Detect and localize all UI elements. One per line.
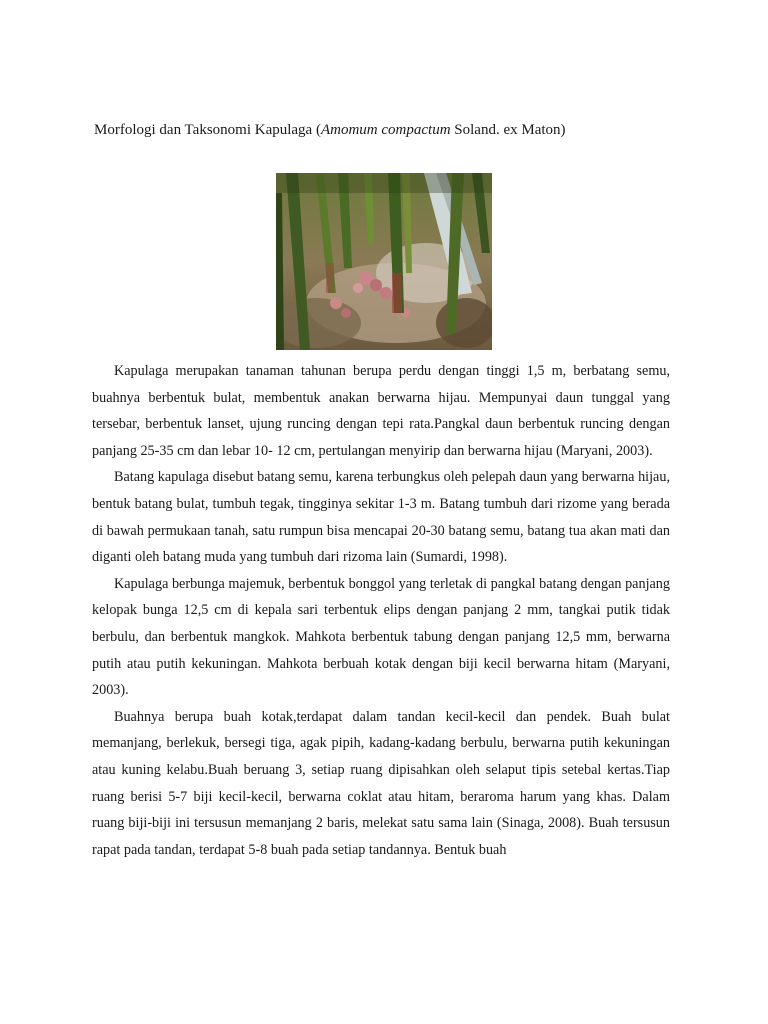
plant-photo [276, 173, 492, 350]
paragraph-3: Kapulaga berbunga majemuk, berbentuk bonggol yang terletak di pangkal batang dengan panjang kelopak bunga 12,5 cm di kepala sari terbentuk elips dengan panjang 2 mm, tangkai putik tidak berbulu, dan berbentuk mangkok. Mahkota berbentuk tabung dengan panjang 12,5 mm, berwarna putih atau putih kekuningan. Mahkota berbuah kotak dengan biji kecil berwarna hitam (Maryani, 2003). [92, 575, 670, 699]
plant-photo-icon [276, 173, 492, 350]
document-title [94, 120, 566, 140]
title-suffix: Soland. ex Maton) [450, 122, 566, 138]
paragraph-2: Batang kapulaga disebut batang semu, karena terbungkus oleh pelepah daun yang berwarna hijau, bentuk batang bulat, tumbuh tegak, tingginya sekitar 1-3 m. Batang tumbuh dari rizome yang berada di bawah permukaan tanah, satu rumpun bisa mencapai 20-30 batang semu, batang tua akan mati dan diganti oleh batang muda yang tumbuh dari rizoma lain (Sumardi, 1998). [92, 469, 670, 566]
paragraph-4: Buahnya berupa buah kotak,terdapat dalam tandan kecil-kecil dan pendek. Buah bulat memanjang, berlekuk, bersegi tiga, agak pipih, kadang-kadang berbulu, berwarna putih kekuningan atau kuning kelabu.Buah beruang 3, setiap ruang dipisahkan oleh selaput tipis setebal kertas.Tiap ruang berisi 5-7 biji kecil-kecil, berwarna coklat atau hitam, beraroma harum yang khas. Dalam ruang biji-biji ini tersusun memanjang 2 baris, melekat satu sama lain (Sinaga, 2008). Buah tersusun rapat pada tandan, terdapat 5-8 buah pada setiap tandannya. Bentuk buah [92, 708, 670, 858]
paragraph-1: Kapulaga merupakan tanaman tahunan berupa perdu dengan tinggi 1,5 m, berbatang semu, buahnya berbentuk bulat, membentuk anakan berwarna hijau. Mempunyai daun tunggal yang tersebar, berbentuk lanset, ujung runcing dengan tepi rata.Pangkal daun berbentuk runcing dengan panjang 25-35 cm dan lebar 10- 12 cm, pertulangan menyirip dan berwarna hijau (Maryani, 2003). [92, 363, 670, 459]
body-text [92, 358, 670, 863]
title-scientific-name: Amomum compactum [320, 122, 451, 138]
title-prefix: Morfologi dan Taksonomi Kapulaga ( [94, 122, 321, 138]
